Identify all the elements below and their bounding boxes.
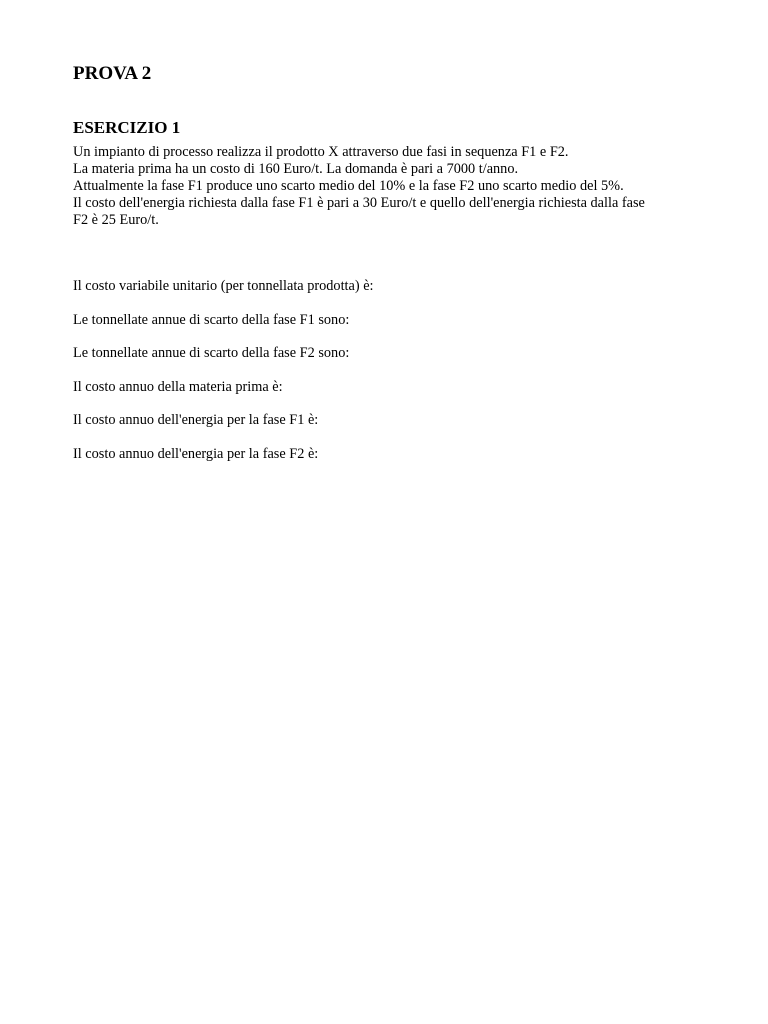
- exercise-title: ESERCIZIO 1: [73, 118, 181, 137]
- statement-line: Attualmente la fase F1 produce uno scarto medio del 10% e la fase F2 uno scarto medio del 5%.: [73, 178, 624, 194]
- question-energy-cost-f1: Il costo annuo dell'energia per la fase F1 è:: [73, 412, 319, 428]
- question-list: [73, 278, 713, 479]
- question-scrap-f1: Le tonnellate annue di scarto della fase F1 sono:: [73, 311, 350, 328]
- question-scrap-f2: Le tonnellate annue di scarto della fase F2 sono:: [73, 345, 350, 361]
- statement-line: Il costo dell'energia richiesta dalla fase F1 è pari a 30 Euro/t e quello dell'energia richiesta dalla fase: [73, 195, 645, 211]
- question-unit-variable-cost: Il costo variabile unitario (per tonnellata prodotta) è:: [73, 278, 374, 294]
- statement-line: La materia prima ha un costo di 160 Euro/t. La domanda è pari a 7000 t/anno.: [73, 161, 519, 177]
- document-title: PROVA 2: [73, 63, 152, 84]
- question-raw-material-cost: Il costo annuo della materia prima è:: [73, 378, 283, 395]
- statement-line: F2 è 25 Euro/t.: [73, 212, 159, 228]
- question-energy-cost-f2: Il costo annuo dell'energia per la fase F2 è:: [73, 445, 319, 462]
- statement-line: Un impianto di processo realizza il prodotto X attraverso due fasi in sequenza F1 e F2.: [73, 144, 569, 160]
- exercise-statement: [73, 144, 713, 229]
